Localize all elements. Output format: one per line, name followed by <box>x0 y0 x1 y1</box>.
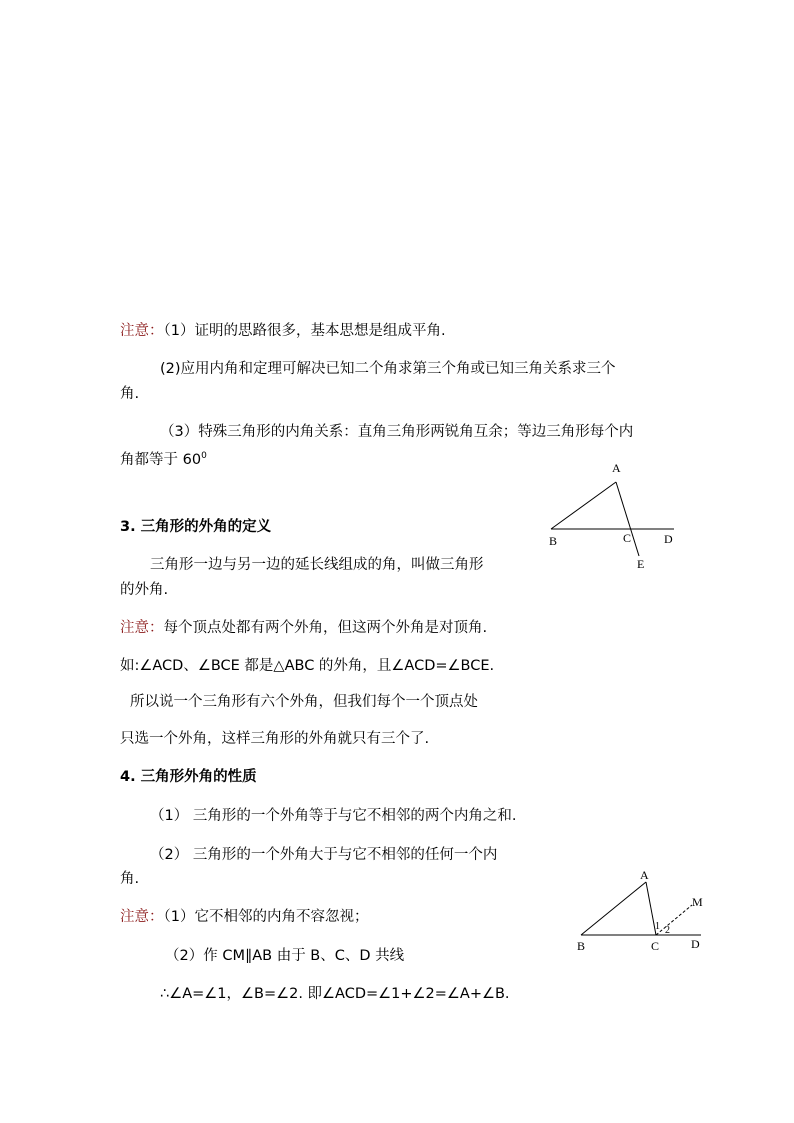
label-a: A <box>640 868 649 882</box>
definition-line-a: 三角形一边与另一边的延长线组成的角，叫做三角形 <box>150 557 484 573</box>
angle-1-label: 1 <box>655 921 660 932</box>
segment-ba <box>551 482 616 529</box>
label-c: C <box>623 531 632 545</box>
note-1: 注意：（1）证明的思路很多，基本思想是组成平角. <box>120 323 446 339</box>
note-3-line-a: （3）特殊三角形的内角关系：直角三角形两锐角互余；等边三角形每个内 <box>160 424 634 440</box>
parallel-line-figure <box>570 862 710 962</box>
property-2-line-a: （2） 三角形的一个外角大于与它不相邻的任何一个内 <box>150 847 498 863</box>
example-line: 如:∠ACD、∠BCE 都是△ABC 的外角，且∠ACD=∠BCE. <box>120 658 495 674</box>
label-b: B <box>577 939 586 953</box>
property-1: （1） 三角形的一个外角等于与它不相邻的两个内角之和. <box>150 808 517 824</box>
label-m: M <box>692 895 703 909</box>
explain-line-a: 所以说一个三角形有六个外角，但我们每个一个顶点处 <box>130 694 478 710</box>
section-3-note: 注意：每个顶点处都有两个外角，但这两个外角是对顶角. <box>120 620 488 636</box>
note-2-line-a: (2)应用内角和定理可解决已知二个角求第三个角或已知三角关系求三个 <box>160 361 616 377</box>
note-2-line-b: 角. <box>120 386 140 402</box>
label-e: E <box>637 557 645 571</box>
property-2-line-b: 角. <box>120 871 140 887</box>
section-4-heading: 4. 三角形外角的性质 <box>120 769 257 785</box>
label-d: D <box>691 937 700 951</box>
section-4-note-1: 注意：（1）它不相邻的内角不容忽视； <box>120 909 369 925</box>
conclusion: ∴∠A=∠1，∠B=∠2. 即∠ACD=∠1+∠2=∠A+∠B. <box>160 986 510 1002</box>
note-label: 注意： <box>120 323 164 339</box>
segment-cm <box>656 905 692 935</box>
section-3-heading: 3. 三角形的外角的定义 <box>120 519 272 535</box>
label-a: A <box>612 461 621 475</box>
label-c: C <box>651 939 660 953</box>
section-4-note-2: （2）作 CM∥AB 由于 B、C、D 共线 <box>165 948 405 964</box>
exterior-angle-figure <box>540 455 690 575</box>
definition-line-b: 的外角. <box>120 582 169 598</box>
explain-line-b: 只选一个外角，这样三角形的外角就只有三个了. <box>120 731 430 747</box>
label-b: B <box>549 534 558 548</box>
segment-ba <box>581 882 646 935</box>
note-3-line-b: 角都等于 $60^0$ <box>120 451 207 468</box>
angle-2-label: 2 <box>665 925 670 936</box>
label-d: D <box>664 532 673 546</box>
